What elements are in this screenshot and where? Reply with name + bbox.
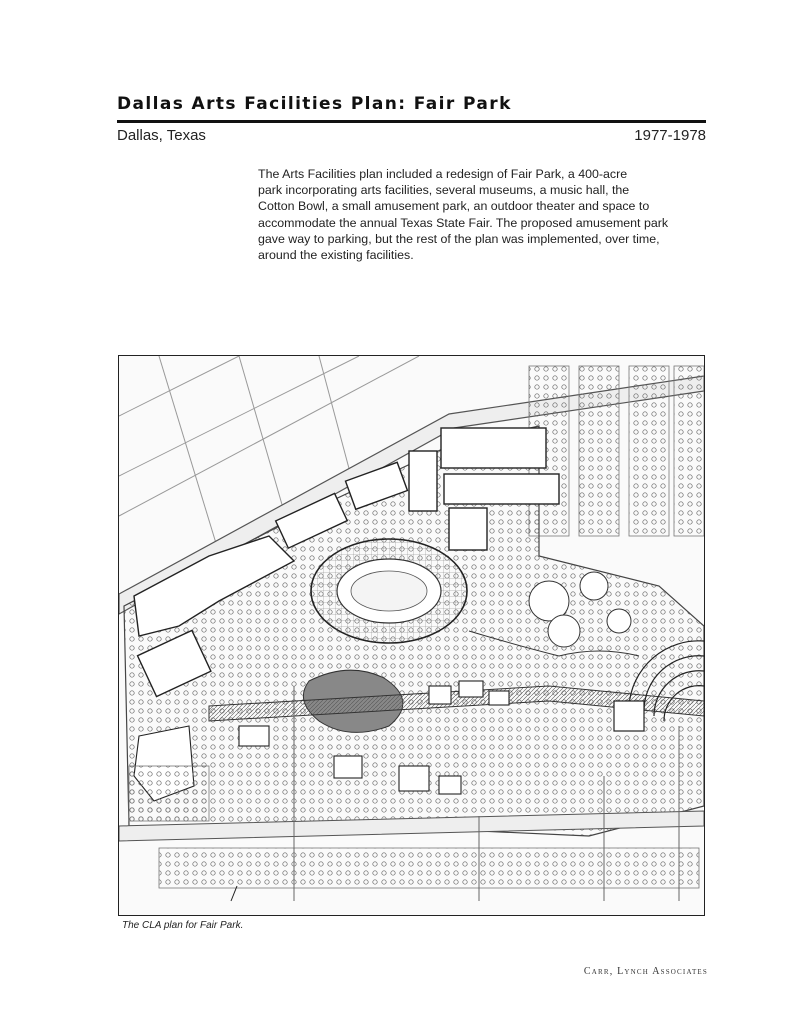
description-line: The Arts Facilities plan included a redesign of Fair Park, a 400-acre [258, 167, 628, 181]
project-years: 1977-1978 [634, 127, 706, 144]
project-description [258, 166, 718, 263]
description-line: park incorporating arts facilities, several museums, a music hall, the [258, 183, 630, 198]
project-location: Dallas, Texas [117, 127, 206, 144]
parking-rows [529, 366, 704, 536]
title-rule [117, 120, 706, 123]
description-line: around the existing facilities. [258, 248, 414, 263]
firm-footer: Carr, Lynch Associates [583, 966, 708, 977]
site-plan-figure [118, 355, 705, 916]
cotton-bowl-stadium [311, 539, 467, 643]
figure-caption: The CLA plan for Fair Park. [122, 920, 244, 931]
page-title: Dallas Arts Facilities Plan: Fair Park [117, 94, 512, 114]
description-line: gave way to parking, but the rest of the plan was implemented, over time, [258, 231, 660, 246]
site-plan-drawing [119, 356, 704, 915]
description-line: Cotton Bowl, a small amusement park, an outdoor theater and space to [258, 199, 650, 214]
description-line: accommodate the annual Texas State Fair. The proposed amusement park [258, 215, 669, 230]
